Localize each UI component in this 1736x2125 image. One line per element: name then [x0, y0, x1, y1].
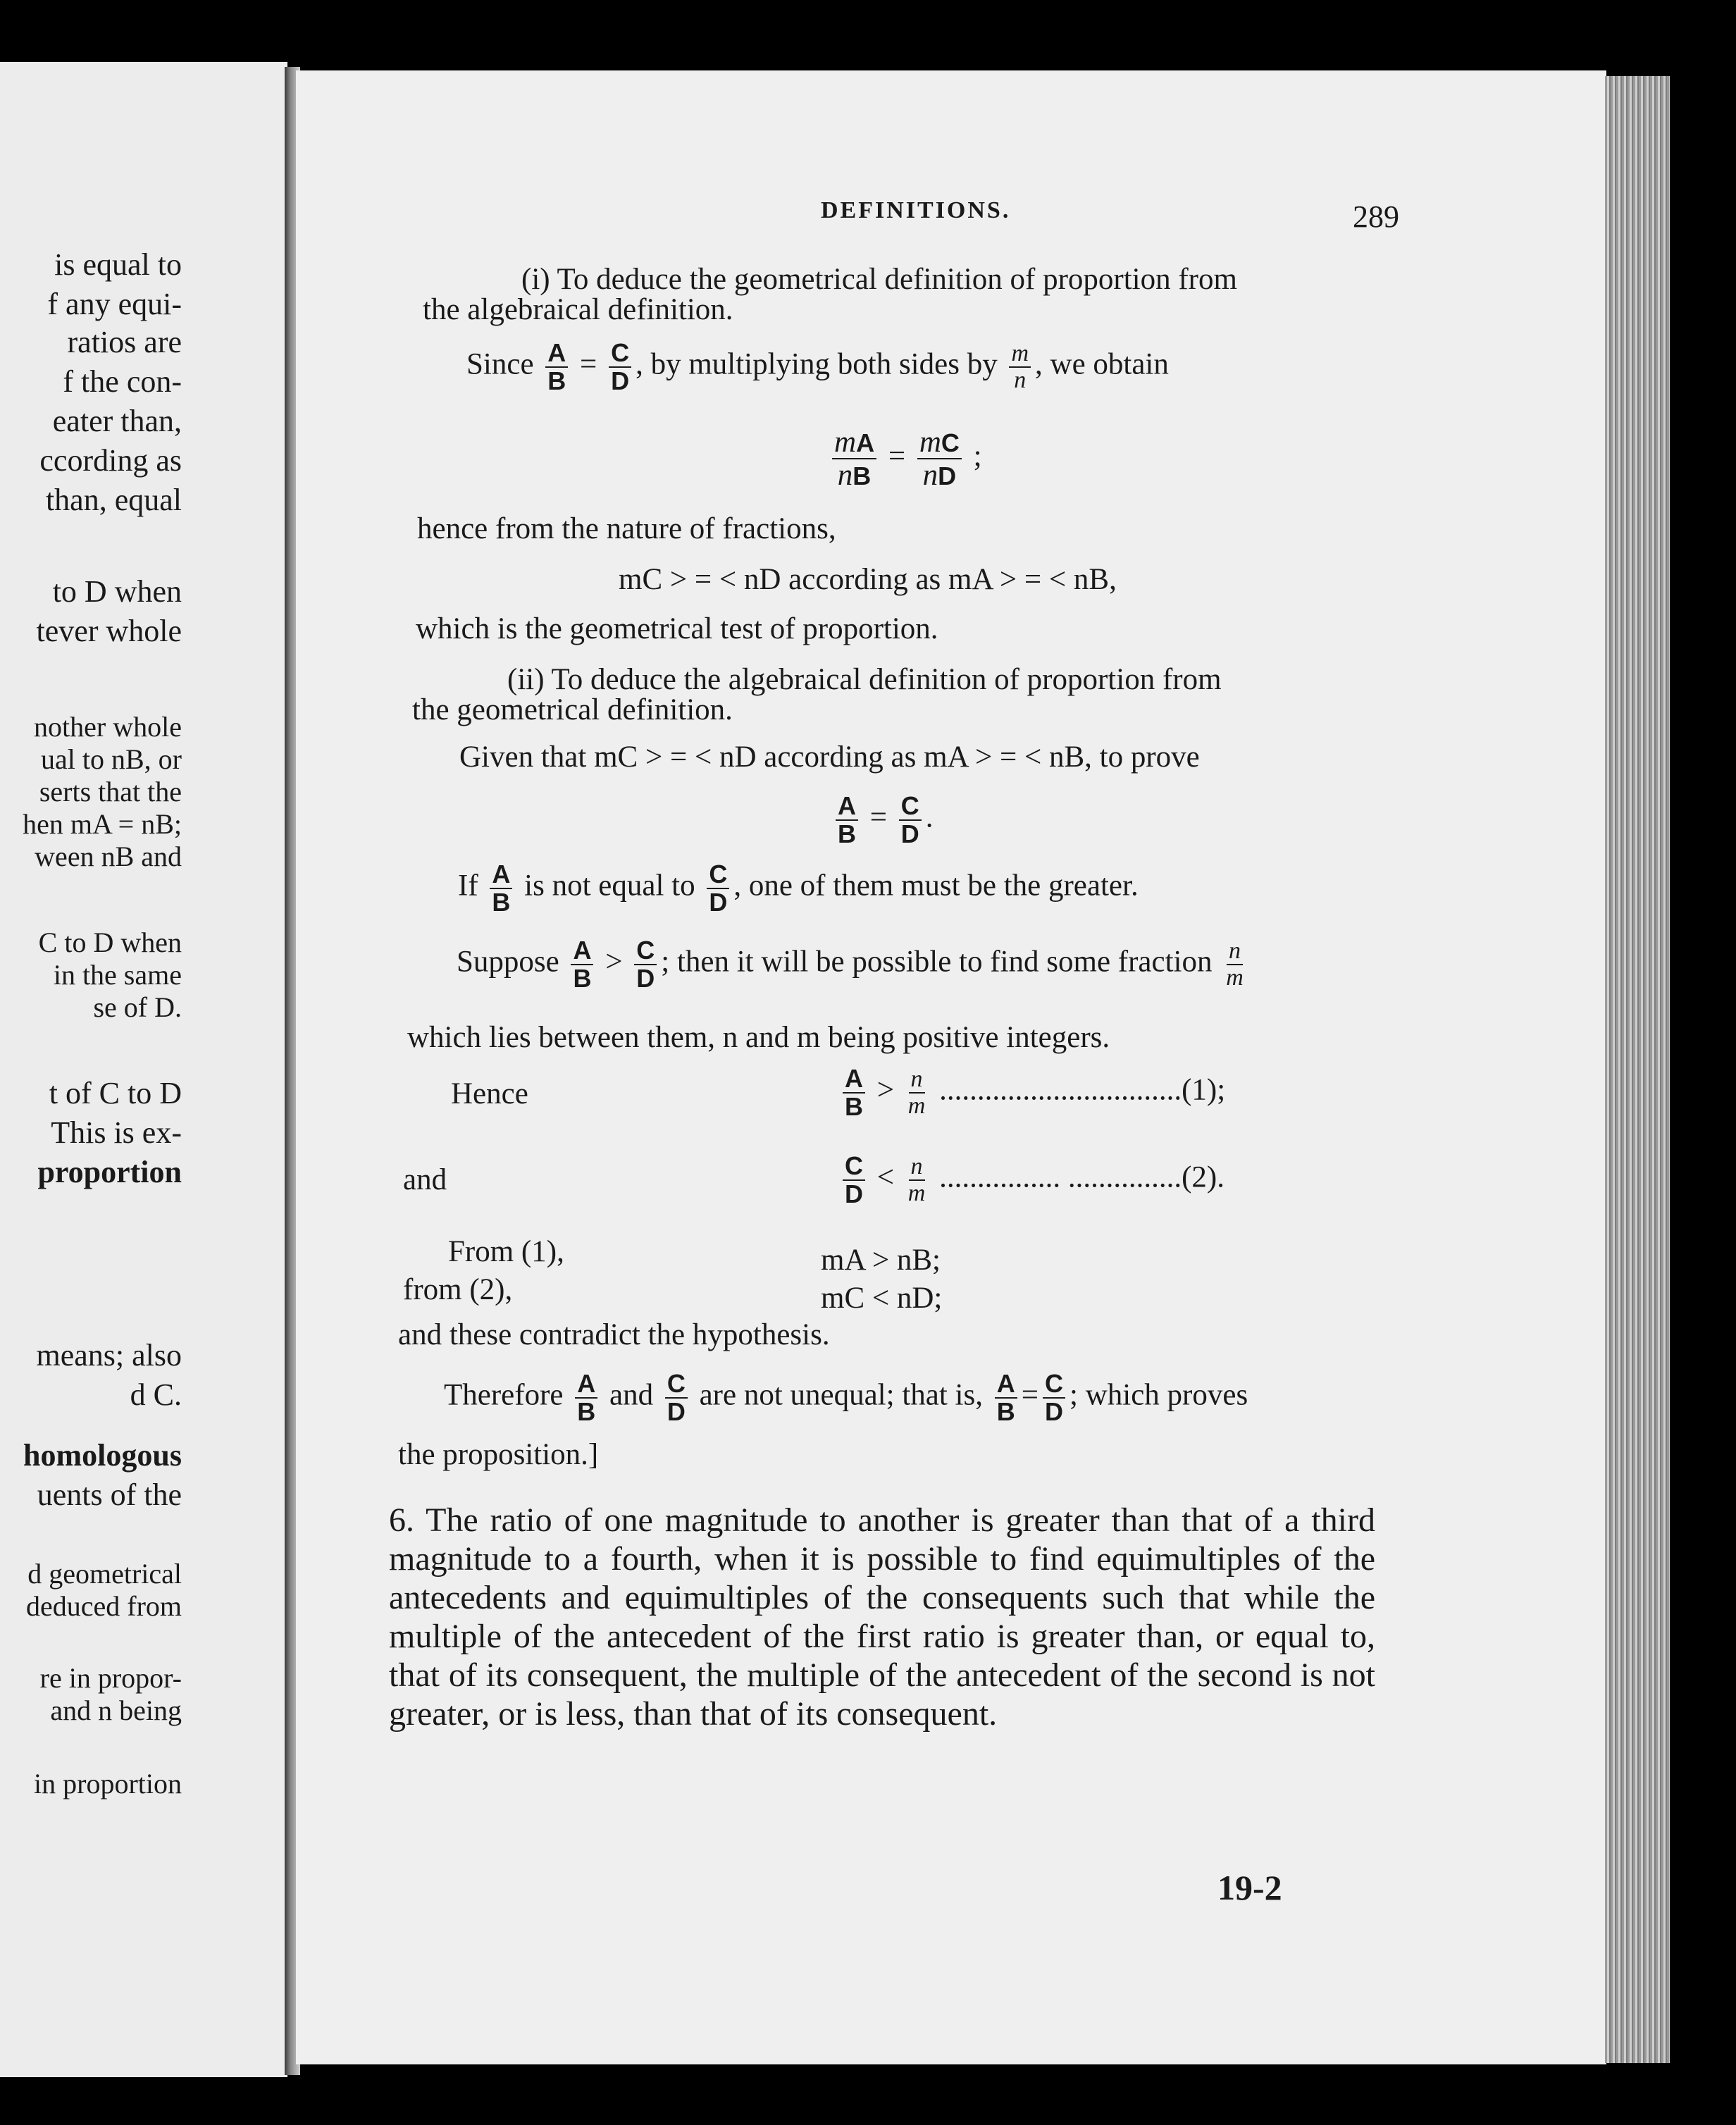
left-text-line: tever whole [36, 614, 182, 648]
left-text-line: eater than, [52, 404, 182, 438]
geometric-inequality: mC > = < nD according as mA > = < nB, [619, 563, 1117, 596]
page-number: 289 [1353, 199, 1399, 234]
part-ii-heading: (ii) To deduce the algebraical definition of proportion from [507, 663, 1222, 696]
left-text-line: in proportion [34, 1768, 182, 1799]
proposition-line: the proposition.] [398, 1438, 599, 1471]
left-text-line: hen mA = nB; [23, 808, 182, 840]
left-text-line: to D when [52, 574, 182, 609]
contradict-line: and these contradict the hypothesis. [398, 1318, 830, 1351]
page-edge [1605, 76, 1670, 2063]
left-text-line: ccording as [39, 443, 182, 478]
left-text-line: d geometrical [27, 1558, 182, 1590]
left-text-line: se of D. [93, 991, 182, 1023]
left-text-line: t of C to D [49, 1076, 182, 1110]
definition-6-paragraph: 6. The ratio of one magnitude to another is greater than that of a third magnitude to a fourth, when it is possible to find equimultiples of the antecedents and equimultiples of the consequents such that while the multiple of the antecedent of the first ratio is greater than, or equal to, that of its consequent, the multiple of the antecedent of the second is not greater, or is less, than that of its consequent. [389, 1501, 1375, 1733]
left-text-line: homologous [23, 1438, 182, 1473]
hence-line: hence from the nature of fractions, [417, 512, 836, 545]
left-text-line: ratios are [67, 325, 182, 359]
left-text-line: ual to nB, or [41, 743, 182, 775]
left-page [0, 62, 287, 2077]
since-line: Since $\frac{A}{B}$ = $\frac{C}{D}$ , by multiplying both sides by $\frac{m}{n}$ , we obtain [466, 338, 1169, 395]
hence-label: Hence [451, 1077, 528, 1110]
left-text-line: is equal to [54, 247, 182, 282]
left-text-line: d C. [130, 1377, 182, 1412]
from-1-label: From (1), [448, 1235, 564, 1268]
left-text-line: nother whole [34, 711, 182, 743]
therefore-line: Therefore $\frac{A}{B}$ and $\frac{C}{D}$ are not unequal; that is, $\frac{A}{B}$ = $\frac{C}{D}$ ; which proves [444, 1369, 1248, 1426]
and-label: and [403, 1163, 447, 1196]
left-text-line: f the con- [63, 364, 182, 399]
if-line: If $\frac{A}{B}$ is not equal to $\frac{C}{D}$ , one of them must be the greater. [458, 860, 1139, 917]
left-text-line: in the same [53, 959, 182, 991]
left-text-line: deduced from [25, 1590, 182, 1622]
which-line: which is the geometrical test of proportion. [416, 612, 938, 645]
part-i-heading-cont: the algebraical definition. [423, 293, 733, 326]
equation-ma-nb: $\frac{mA}{nB}$ = $\frac{mC}{nD}$ ; [828, 426, 982, 491]
left-text-line: serts that the [39, 776, 182, 807]
given-line: Given that mC > = < nD according as mA > = < nB, to prove [459, 741, 1200, 774]
signature-mark: 19-2 [1217, 1868, 1282, 1907]
suppose-line: Suppose $\frac{A}{B}$ > $\frac{C}{D}$ ; then it will be possible to find some fraction $\frac{n}{m}$ [457, 936, 1244, 993]
left-text-line: This is ex- [51, 1115, 182, 1150]
left-text-line: means; also [36, 1338, 182, 1373]
inequality-1: $\frac{A}{B}$ > $\frac{n}{m}$ ................................(1); [838, 1065, 1225, 1120]
part-ii-heading-cont: the geometrical definition. [412, 693, 733, 726]
from-2-expr: mC < nD; [821, 1282, 943, 1315]
from-1-expr: mA > nB; [821, 1244, 941, 1277]
left-text-line: uents of the [37, 1477, 182, 1512]
part-i-heading: (i) To deduce the geometrical definition of proportion from [521, 263, 1237, 296]
left-text-line: ween nB and [35, 841, 182, 872]
running-header: DEFINITIONS. [821, 197, 1011, 223]
inequality-2: $\frac{C}{D}$ < $\frac{n}{m}$ ................ ...............(2). [838, 1153, 1224, 1208]
left-text-line: re in propor- [39, 1662, 182, 1694]
from-2-label: from (2), [403, 1273, 513, 1306]
equation-to-prove: $\frac{A}{B}$ = $\frac{C}{D}$ . [831, 793, 934, 848]
left-text-line: proportion [37, 1155, 182, 1189]
left-text-line: than, equal [45, 483, 182, 517]
left-text-line: C to D when [38, 927, 182, 958]
left-text-line: f any equi- [47, 287, 182, 321]
left-text-line: and n being [50, 1695, 182, 1726]
which-lies-line: which lies between them, n and m being positive integers. [407, 1021, 1110, 1054]
